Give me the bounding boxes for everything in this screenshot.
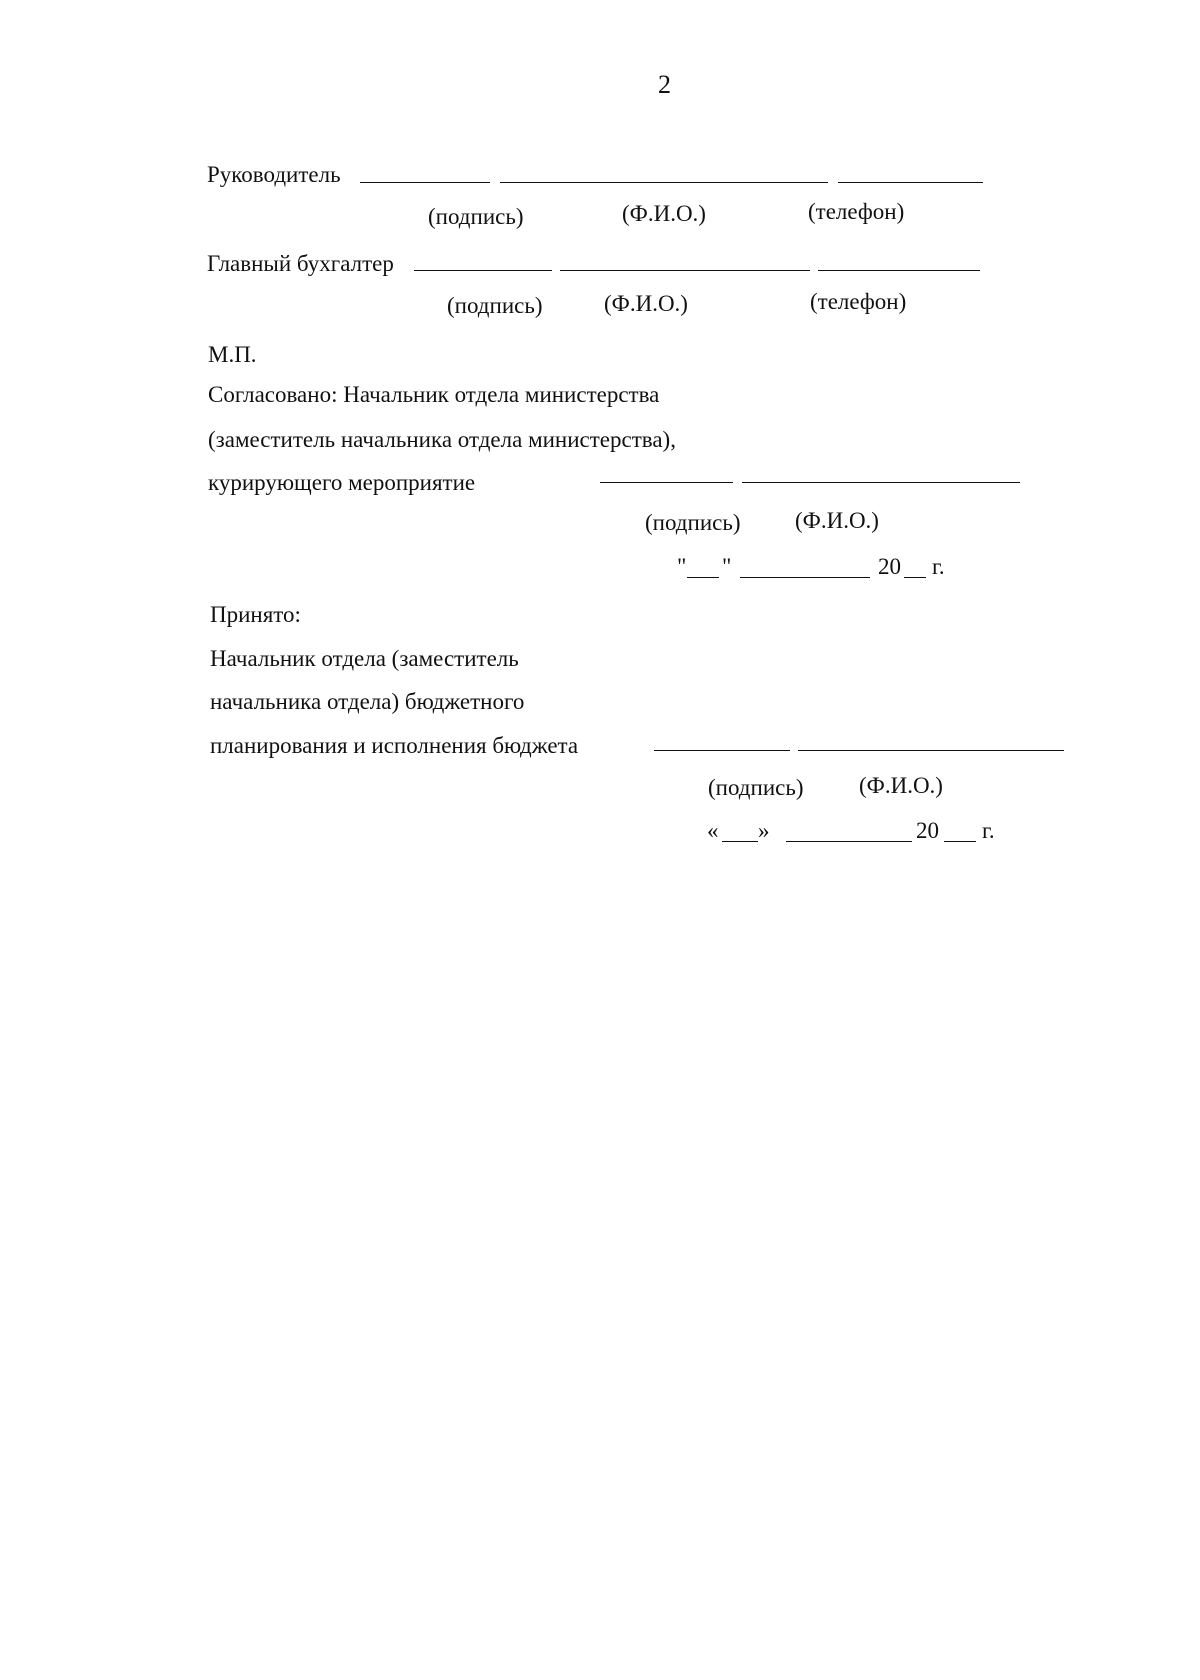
agreed-date-day-line[interactable]	[687, 577, 719, 578]
accepted-date-year-line[interactable]	[944, 841, 976, 842]
head-label: Руководитель	[207, 162, 341, 187]
accepted-date-year-prefix: 20	[916, 818, 939, 843]
accountant-label: Главный бухгалтер	[207, 251, 394, 276]
head-phone-line[interactable]	[838, 182, 983, 183]
head-signature-line[interactable]	[360, 182, 490, 183]
accepted-heading: Принято:	[210, 602, 301, 627]
stamp-place: М.П.	[208, 342, 257, 367]
accountant-name-line[interactable]	[560, 270, 810, 271]
accepted-date-year-suffix: г.	[982, 818, 995, 843]
agreed-date-quote-open: "	[677, 554, 687, 579]
accountant-signature-caption: (подпись)	[447, 293, 543, 318]
accountant-phone-caption: (телефон)	[810, 289, 907, 314]
agreed-signature-caption: (подпись)	[645, 510, 741, 535]
agreed-name-caption: (Ф.И.О.)	[795, 508, 879, 533]
agreed-line-3: курирующего мероприятие	[208, 470, 476, 495]
agreed-date-year-suffix: г.	[932, 554, 945, 579]
accepted-date-month-line[interactable]	[786, 841, 912, 842]
head-phone-caption: (телефон)	[808, 199, 905, 224]
accepted-line-2: начальника отдела) бюджетного	[210, 689, 525, 714]
page-number: 2	[658, 70, 671, 99]
accepted-name-caption: (Ф.И.О.)	[859, 773, 943, 798]
head-signature-caption: (подпись)	[428, 204, 524, 229]
accepted-date-day-line[interactable]	[722, 841, 758, 842]
accepted-signature-caption: (подпись)	[708, 775, 804, 800]
agreed-date-quote-close: "	[722, 554, 732, 579]
accountant-phone-line[interactable]	[818, 270, 980, 271]
agreed-line-2: (заместитель начальника отдела министерства),	[208, 427, 676, 452]
accepted-date-quote-close: »	[758, 818, 770, 843]
agreed-date-month-line[interactable]	[740, 577, 870, 578]
agreed-name-line[interactable]	[742, 482, 1020, 483]
accepted-name-line[interactable]	[798, 750, 1064, 751]
accepted-signature-line[interactable]	[654, 750, 790, 751]
accountant-signature-line[interactable]	[414, 270, 552, 271]
agreed-date-year-line[interactable]	[904, 577, 926, 578]
agreed-line-1: Согласовано: Начальник отдела министерства	[208, 382, 660, 407]
head-name-caption: (Ф.И.О.)	[622, 201, 706, 226]
accepted-line-3: планирования и исполнения бюджета	[210, 733, 579, 758]
accepted-line-1: Начальник отдела (заместитель	[210, 646, 519, 671]
accepted-date-quote-open: «	[707, 818, 719, 843]
agreed-signature-line[interactable]	[600, 482, 733, 483]
agreed-date-year-prefix: 20	[878, 554, 901, 579]
head-name-line[interactable]	[500, 182, 828, 183]
accountant-name-caption: (Ф.И.О.)	[604, 291, 688, 316]
